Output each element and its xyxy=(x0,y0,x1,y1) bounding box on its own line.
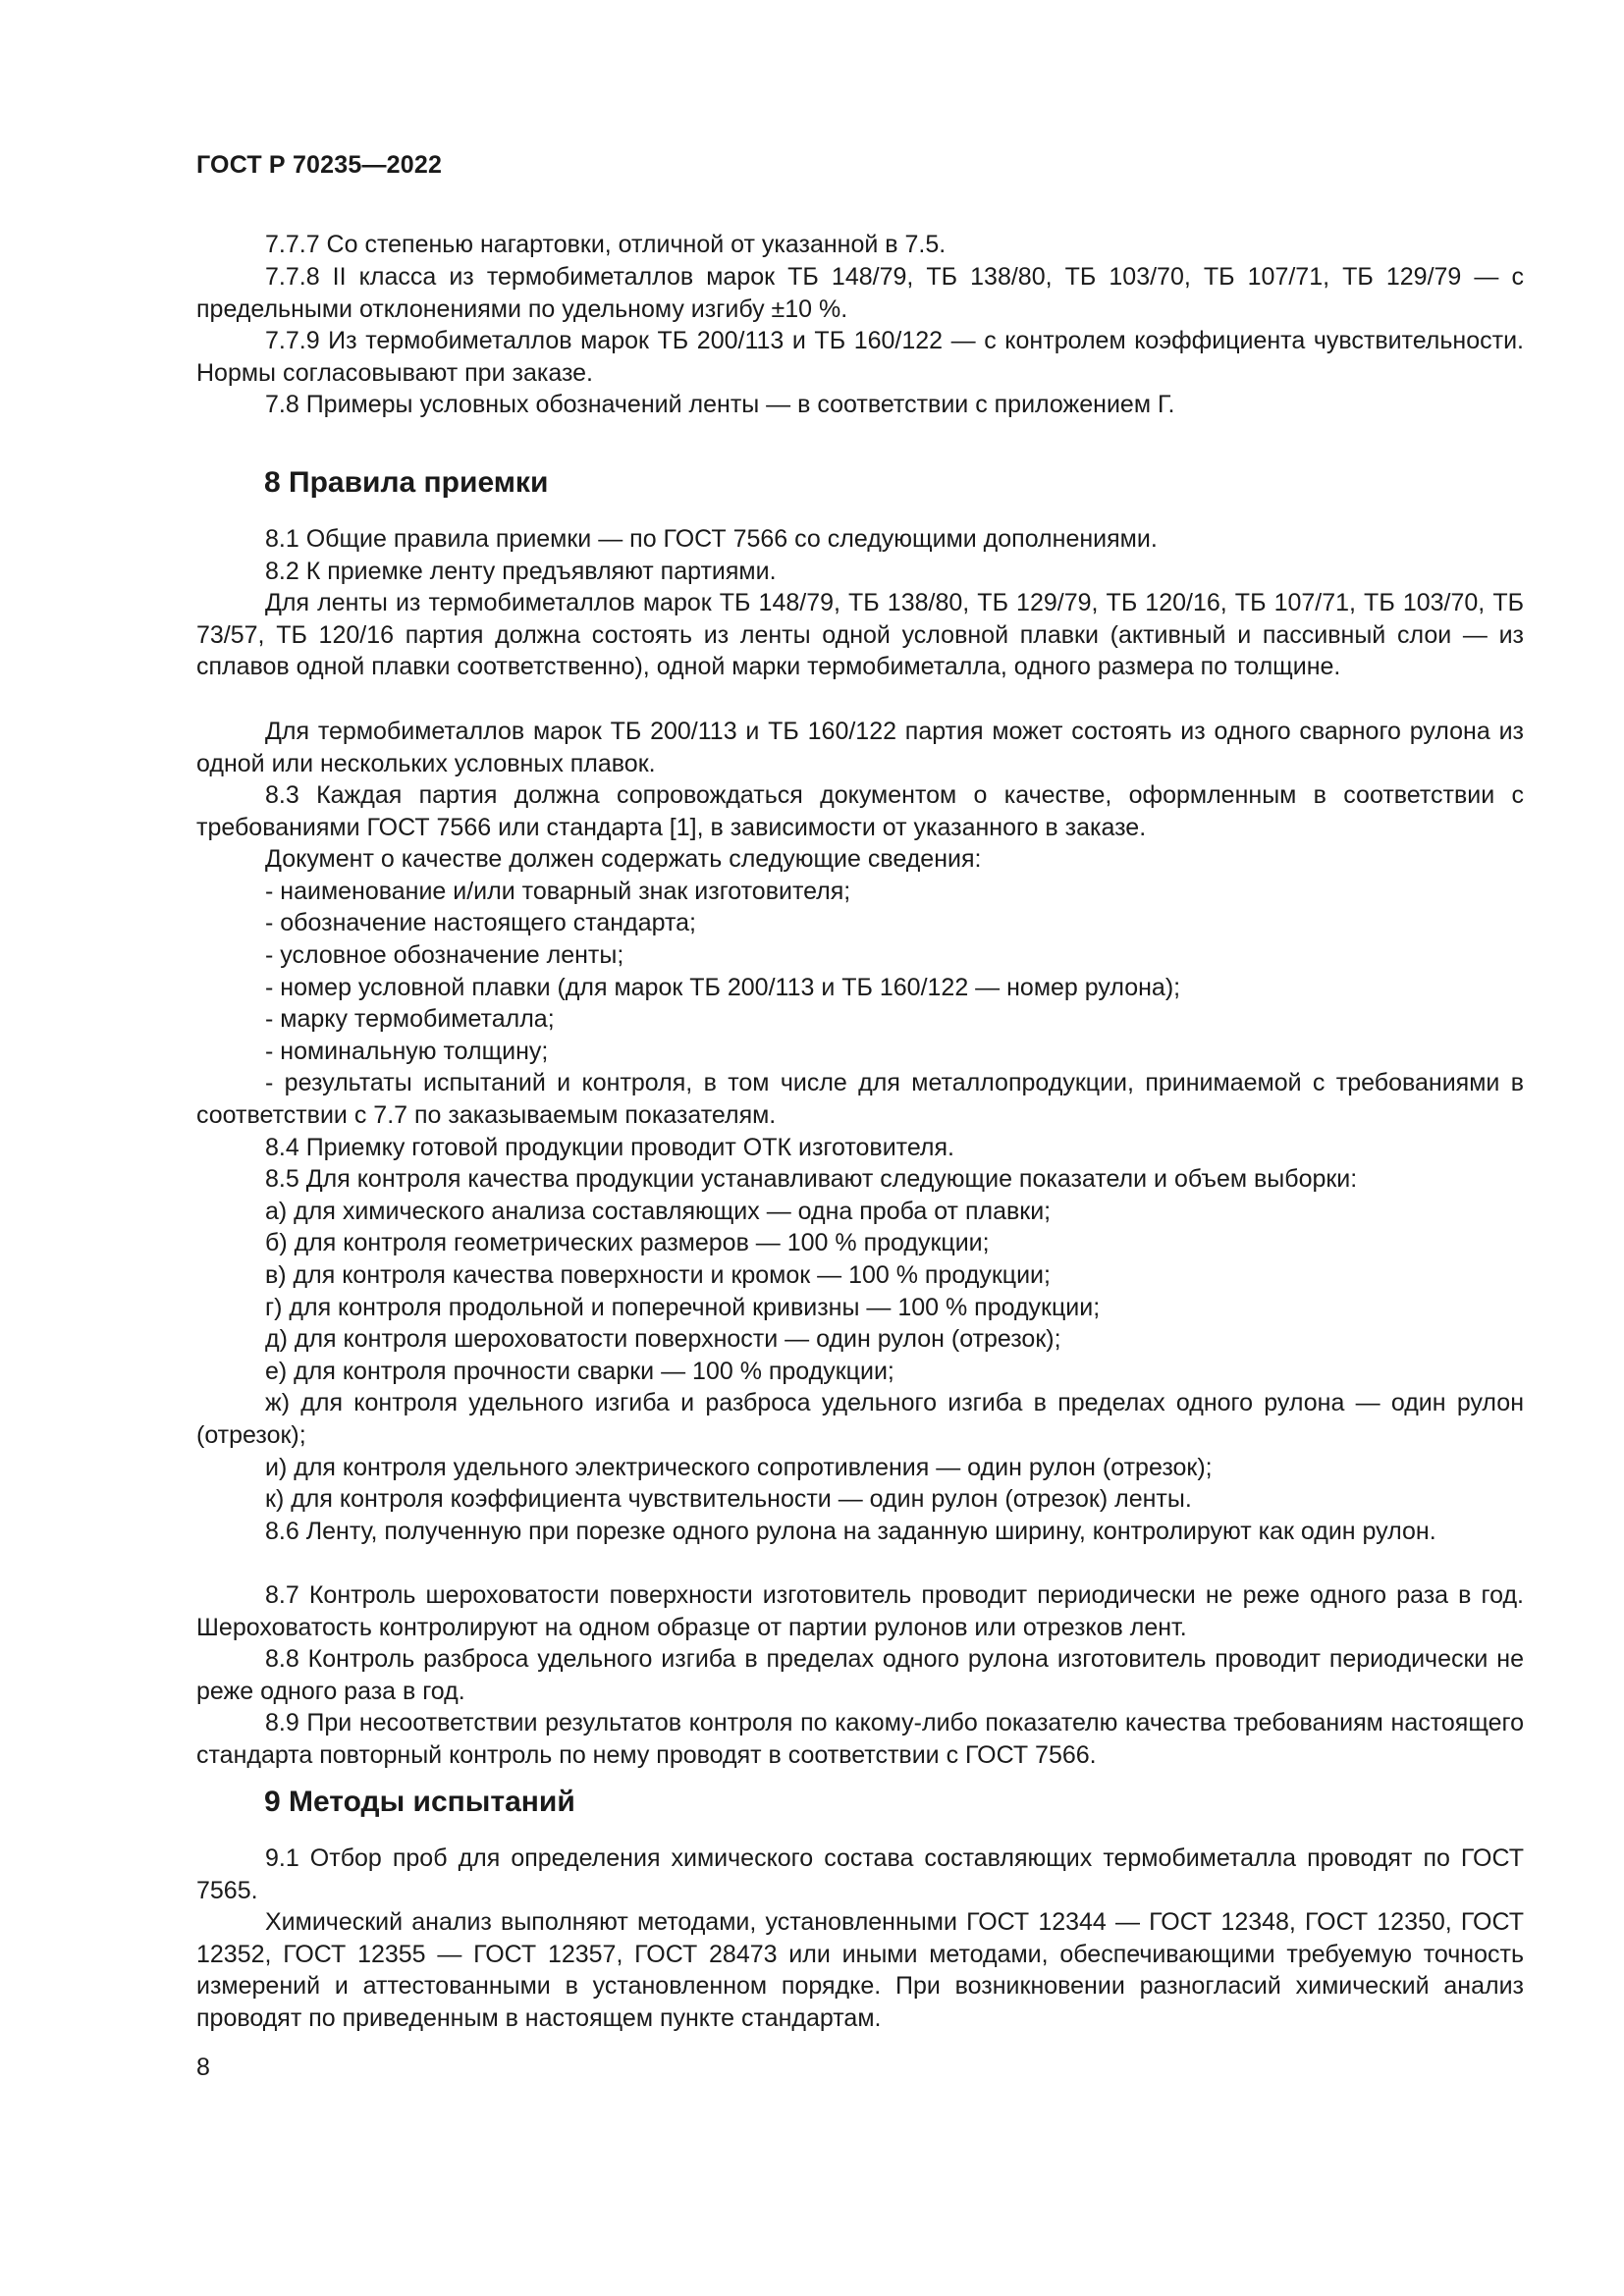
paragraph: 7.8 Примеры условных обозначений ленты — в соответствии с приложением Г. xyxy=(265,391,1175,418)
paragraph: Для ленты из термобиметаллов марок ТБ 148/79, ТБ 138/80, ТБ 129/79, ТБ 120/16, ТБ 107/71, ТБ 103/70, ТБ 73/57, ТБ 120/16 партия должна состоять из ленты одной условной плавки (активный и пассивный слои — из сплавов одной плавки соответственно), одной марки термобиметалла, одного размера по толщине. xyxy=(196,589,1524,681)
paragraph: 8.7 Контроль шероховатости поверхности изготовитель проводит периодически не реже одного раза в год. Шероховатость контролируют на одном образце от партии рулонов или отрезков лент. xyxy=(196,1581,1524,1641)
list-item: - результаты испытаний и контроля, в том числе для металлопродукции, принимаемой с требованиями в соответствии с 7.7 по заказываемым показателям. xyxy=(196,1069,1524,1129)
paragraph: 8.5 Для контроля качества продукции устанавливают следующие показатели и объем выборки: xyxy=(265,1165,1358,1193)
list-item: и) для контроля удельного электрического сопротивления — один рулон (отрезок); xyxy=(265,1454,1213,1481)
paragraph: 7.7.9 Из термобиметаллов марок ТБ 200/113 и ТБ 160/122 — с контролем коэффициента чувствительности. Нормы согласовывают при заказе. xyxy=(196,327,1524,387)
list-item: е) для контроля прочности сварки — 100 % продукции; xyxy=(265,1358,894,1385)
list-item: в) для контроля качества поверхности и кромок — 100 % продукции; xyxy=(265,1261,1051,1289)
paragraph: 8.8 Контроль разброса удельного изгиба в пределах одного рулона изготовитель проводит периодически не реже одного раза в год. xyxy=(196,1645,1524,1705)
list-item: б) для контроля геометрических размеров — 100 % продукции; xyxy=(265,1229,990,1256)
paragraph: Документ о качестве должен содержать следующие сведения: xyxy=(265,845,982,873)
list-item: - обозначение настоящего стандарта; xyxy=(265,909,696,936)
paragraph: 8.4 Приемку готовой продукции проводит ОТК изготовителя. xyxy=(265,1134,954,1161)
list-item: д) для контроля шероховатости поверхности — один рулон (отрезок); xyxy=(265,1325,1061,1353)
section-heading-9: 9 Методы испытаний xyxy=(264,1786,575,1818)
paragraph: 9.1 Отбор проб для определения химического состава составляющих термобиметалла проводят по ГОСТ 7565. xyxy=(196,1844,1524,1904)
paragraph: 7.7.8 II класса из термобиметаллов марок ТБ 148/79, ТБ 138/80, ТБ 103/70, ТБ 107/71, ТБ 129/79 — с предельными отклонениями по удельному изгибу ±10 %. xyxy=(196,263,1524,323)
list-item: - условное обозначение ленты; xyxy=(265,941,624,969)
paragraph: Химический анализ выполняют методами, установленными ГОСТ 12344 — ГОСТ 12348, ГОСТ 12350, ГОСТ 12352, ГОСТ 12355 — ГОСТ 12357, ГОСТ 28473 или иными методами, обеспечивающими требуемую точность измерений и аттестованными в установленном порядке. При возникновении разногласий химический анализ проводят по приведенным в настоящем пункте стандартам. xyxy=(196,1908,1524,2032)
list-item: - номер условной плавки (для марок ТБ 200/113 и ТБ 160/122 — номер рулона); xyxy=(265,974,1181,1001)
list-item: - номинальную толщину; xyxy=(265,1038,549,1065)
paragraph: 7.7.7 Со степенью нагартовки, отличной от указанной в 7.5. xyxy=(265,231,947,258)
document-header: ГОСТ Р 70235—2022 xyxy=(196,151,443,179)
list-item: а) для химического анализа составляющих — одна проба от плавки; xyxy=(265,1198,1052,1225)
list-item: - марку термобиметалла; xyxy=(265,1005,555,1033)
page-number: 8 xyxy=(196,2054,210,2081)
paragraph: 8.1 Общие правила приемки — по ГОСТ 7566 со следующими дополнениями. xyxy=(265,525,1158,553)
section-heading-8: 8 Правила приемки xyxy=(264,466,549,499)
list-item: г) для контроля продольной и поперечной кривизны — 100 % продукции; xyxy=(265,1294,1101,1321)
list-item: ж) для контроля удельного изгиба и разброса удельного изгиба в пределах одного рулона — один рулон (отрезок); xyxy=(196,1389,1524,1449)
paragraph: 8.2 К приемке ленту предъявляют партиями. xyxy=(265,558,777,585)
list-item: к) для контроля коэффициента чувствительности — один рулон (отрезок) ленты. xyxy=(265,1485,1192,1513)
paragraph: 8.3 Каждая партия должна сопровождаться документом о качестве, оформленным в соответствии с требованиями ГОСТ 7566 или стандарта [1], в зависимости от указанного в заказе. xyxy=(196,781,1524,841)
paragraph: Для термобиметаллов марок ТБ 200/113 и ТБ 160/122 партия может состоять из одного сварного рулона из одной или нескольких условных плавок. xyxy=(196,718,1524,777)
paragraph: 8.6 Ленту, полученную при порезке одного рулона на заданную ширину, контролируют как один рулон. xyxy=(265,1518,1436,1545)
paragraph: 8.9 При несоответствии результатов контроля по какому-либо показателю качества требованиям настоящего стандарта повторный контроль по нему проводят в соответствии с ГОСТ 7566. xyxy=(196,1709,1524,1769)
list-item: - наименование и/или товарный знак изготовителя; xyxy=(265,878,851,905)
